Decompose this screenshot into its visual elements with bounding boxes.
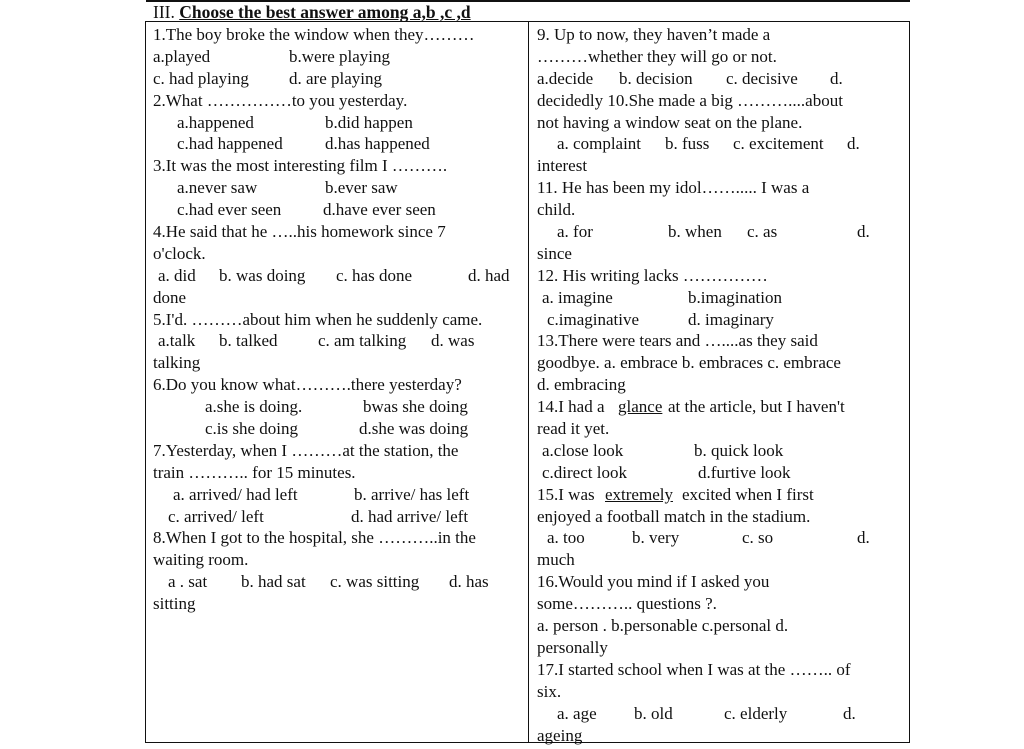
question-line [153,133,525,155]
text-segment: d.has happened [325,134,430,154]
question-line [153,593,525,615]
question-line [537,177,905,199]
text-segment: much [537,550,575,570]
text-segment: a. age [557,703,597,723]
text-segment: bwas she doing [363,397,468,417]
text-segment: at the article, but I haven't [668,397,845,417]
text-segment: six. [537,681,562,701]
underlined-word: glance [618,397,663,417]
text-segment: talking [153,353,201,373]
question-line [153,221,525,243]
text-segment: not having a window seat on the plane. [537,112,803,132]
section-title: Choose the best answer among a,b ,c ,d [179,2,471,22]
text-segment: 7.Yesterday, when I ………at the station, the [153,440,459,460]
question-line [537,243,905,265]
question-line [537,287,905,309]
text-segment: b. fuss [665,134,710,154]
question-line [537,681,905,703]
question-line [537,549,905,571]
text-segment: d. [843,703,856,723]
question-line [153,155,525,177]
text-segment: 8.When I got to the hospital, she ………..in the [153,528,476,548]
text-segment: a.talk [158,331,196,351]
text-segment: a. did [158,265,196,285]
text-segment: 5.I'd. ………about him when he suddenly came. [153,309,483,329]
text-segment: c.had happened [177,134,283,154]
text-segment: b. very [632,528,680,548]
text-segment: c. was sitting [330,572,420,592]
text-segment: sitting [153,594,196,614]
text-segment: train ……….. for 15 minutes. [153,462,356,482]
question-line [537,46,905,68]
question-line [537,309,905,331]
text-segment: d. [847,134,860,154]
text-segment: a. for [557,222,593,242]
text-segment: b.were playing [289,46,391,66]
text-segment: 9. Up to now, they haven’t made a [537,25,771,44]
text-segment: c. had playing [153,68,249,88]
text-segment: a. too [547,528,585,548]
text-segment: 17.I started school when I was at the …….. of [537,659,851,679]
text-segment: b. decision [619,68,693,88]
right-column [537,24,905,746]
text-segment: c. am talking [318,331,407,351]
question-line [537,440,905,462]
question-line [153,177,525,199]
left-column [153,24,525,615]
question-line [153,199,525,221]
question-line [153,462,525,484]
question-line [153,112,525,134]
question-line [537,527,905,549]
question-line [537,703,905,725]
text-segment: d. has [449,572,489,592]
text-segment: a. complaint [557,134,642,154]
text-segment: d.she was doing [359,419,469,439]
text-segment: 11. He has been my idol……..... I was a [537,178,810,198]
text-segment: c. so [742,528,774,548]
text-segment: child. [537,200,576,220]
text-segment: a. person . b.personable c.personal d. [537,616,789,636]
text-segment: 12. His writing lacks …………… [537,265,768,285]
text-segment: b.did happen [325,112,413,132]
question-line [153,484,525,506]
text-segment: b. had sat [241,572,306,592]
text-segment: done [153,287,187,307]
text-segment: b. old [634,703,673,723]
question-line [153,571,525,593]
text-segment: d. [830,68,843,88]
text-segment: d.have ever seen [323,200,436,220]
text-segment: interest [537,156,588,176]
question-line [153,374,525,396]
text-segment: 13.There were tears and …....as they said [537,331,818,351]
question-line [537,637,905,659]
text-segment: c. excitement [733,134,824,154]
text-segment: c. as [747,222,778,242]
question-line [537,155,905,177]
text-segment: b. talked [219,331,278,351]
text-segment: a. arrived/ had left [173,484,298,504]
text-segment: 16.Would you mind if I asked you [537,572,770,592]
text-segment: c. arrived/ left [168,506,264,526]
question-line [537,374,905,396]
question-line [537,571,905,593]
question-line [153,549,525,571]
text-segment: enjoyed a football match in the stadium. [537,506,811,526]
question-line [153,418,525,440]
text-segment: c.imaginative [547,309,640,329]
text-segment: 14.I had a [537,397,605,417]
text-segment: 1.The boy broke the window when they……… [153,25,475,44]
text-segment: b. when [668,222,722,242]
text-segment: b. was doing [219,265,306,285]
question-line [537,265,905,287]
text-segment: b. quick look [694,440,784,460]
question-line [153,90,525,112]
question-line [537,199,905,221]
question-line [537,330,905,352]
text-segment: a . sat [168,572,208,592]
question-line [153,506,525,528]
text-segment: a.played [153,46,211,66]
text-segment: 3.It was the most interesting film I ………. [153,156,448,176]
question-line [537,133,905,155]
text-segment: d.furtive look [698,462,791,482]
section-number: III. [153,2,180,22]
text-segment: a.decide [537,68,594,88]
text-segment: d. [857,528,870,548]
question-line [537,396,905,418]
text-segment: c. elderly [724,703,788,723]
text-segment: a.happened [177,112,254,132]
text-segment: 6.Do you know what……….there yesterday? [153,375,462,395]
text-segment: c.had ever seen [177,200,282,220]
question-line [537,484,905,506]
text-segment: d. was [431,331,475,351]
text-segment: since [537,243,572,263]
section-heading [153,2,471,22]
question-line [153,68,525,90]
text-segment: b. arrive/ has left [354,484,470,504]
text-segment: ageing [537,725,583,745]
text-segment: 15.I was [537,484,595,504]
text-segment: 2.What ……………to you yesterday. [153,90,408,110]
question-line [537,221,905,243]
text-segment: 4.He said that he …..his homework since 7 [153,222,446,242]
text-segment: d. [857,222,870,242]
text-segment: d. had [468,265,510,285]
text-segment: a.close look [542,440,624,460]
text-segment: a.she is doing. [205,397,303,417]
text-segment: ………whether they will go or not. [537,46,777,66]
question-line [153,24,525,46]
question-line [153,287,525,309]
question-line [153,440,525,462]
text-segment: b.ever saw [325,178,398,198]
text-segment: d. are playing [289,68,382,88]
question-line [537,506,905,528]
question-line [537,593,905,615]
question-line [537,462,905,484]
text-segment: c. has done [336,265,413,285]
text-segment: c.direct look [542,462,627,482]
question-line [537,112,905,134]
question-line [153,243,525,265]
text-segment: c.is she doing [205,419,299,439]
text-segment: decidedly 10.She made a big ………....about [537,90,843,110]
text-segment: d. imaginary [688,309,774,329]
question-line [537,418,905,440]
text-segment: c. decisive [726,68,798,88]
question-line [537,615,905,637]
underlined-word: extremely [605,484,673,504]
question-line [153,265,525,287]
text-segment: waiting room. [153,550,249,570]
text-segment: some……….. questions ?. [537,594,717,614]
text-segment: a.never saw [177,178,258,198]
text-segment: a. imagine [542,287,613,307]
question-line [537,90,905,112]
text-segment: personally [537,637,608,657]
question-line [153,46,525,68]
text-segment: goodbye. a. embrace b. embraces c. embrace [537,353,841,373]
question-line [153,527,525,549]
question-line [153,330,525,352]
question-line [153,352,525,374]
text-segment: d. embracing [537,375,626,395]
question-line [537,725,905,747]
text-segment: b.imagination [688,287,782,307]
question-line [537,352,905,374]
column-divider [528,21,529,743]
text-segment: o'clock. [153,243,206,263]
text-segment: d. had arrive/ left [351,506,469,526]
question-line [153,396,525,418]
question-line [537,24,905,46]
question-line [153,309,525,331]
question-line [537,68,905,90]
text-segment: read it yet. [537,419,610,439]
question-line [537,659,905,681]
text-segment: excited when I first [682,484,814,504]
